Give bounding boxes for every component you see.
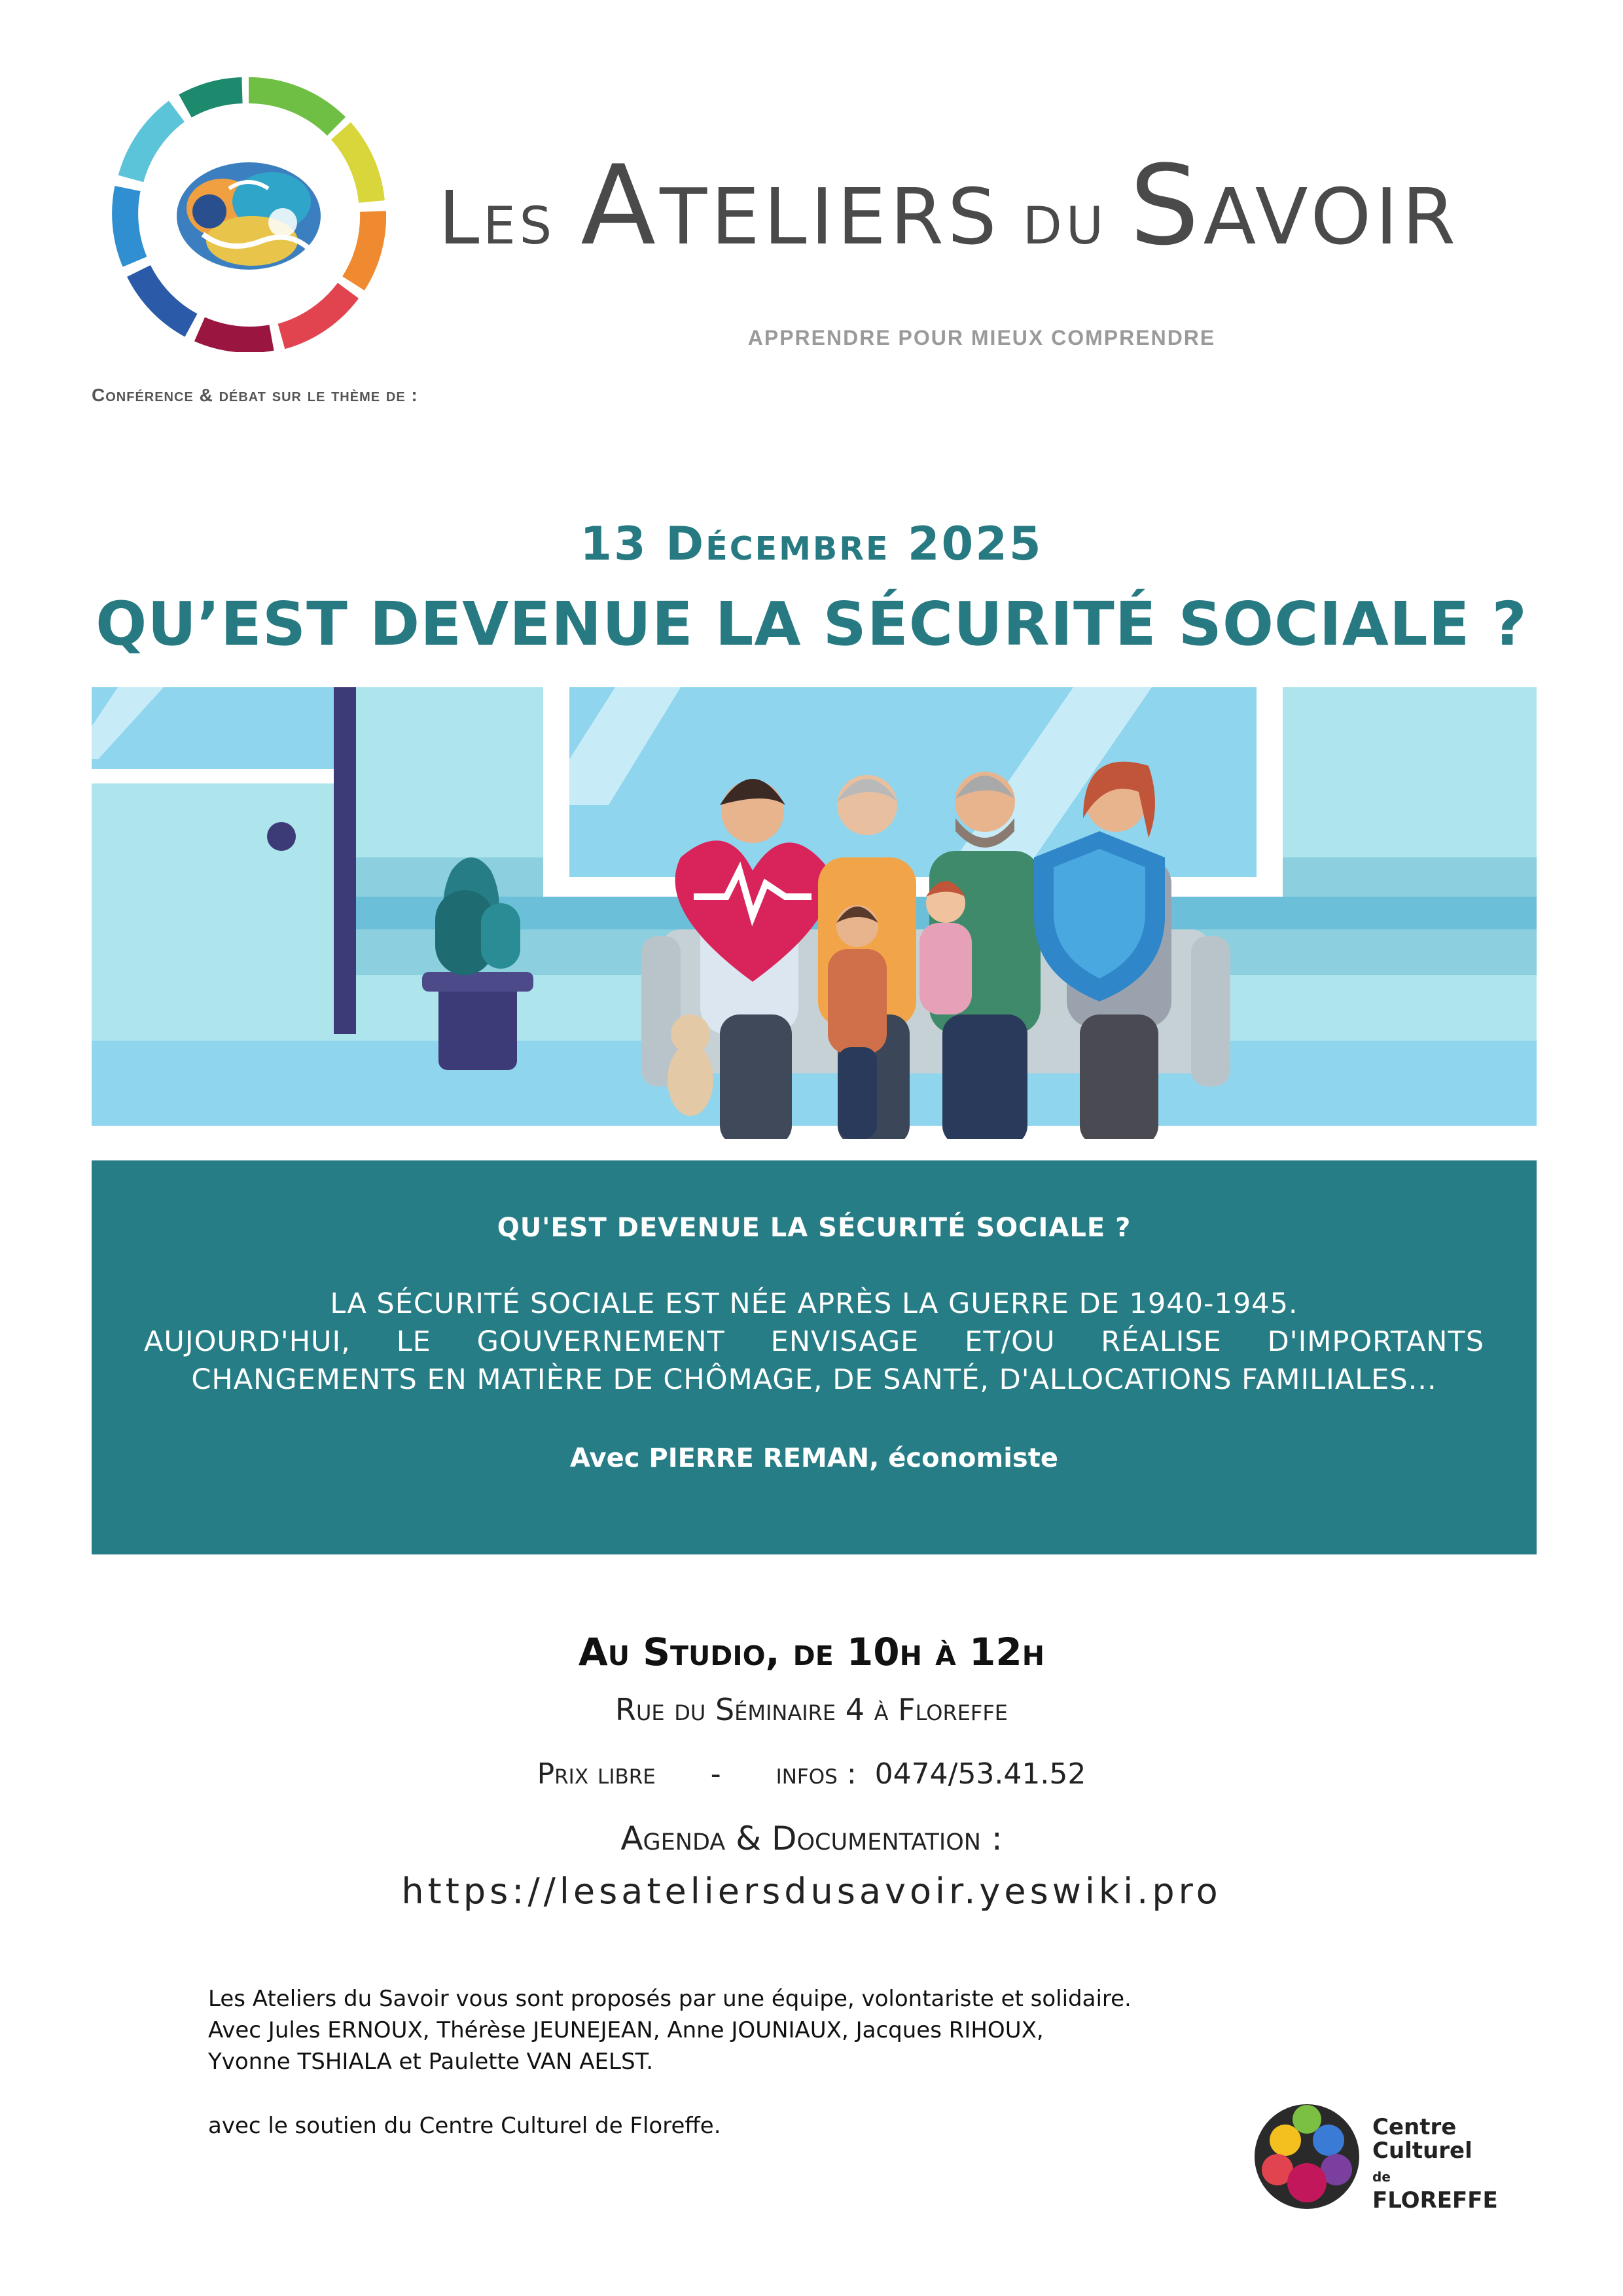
conference-intro: Conférence & débat sur le thème de :	[92, 385, 418, 405]
family-illustration	[92, 687, 1537, 1139]
cc-line-3-prefix: de	[1372, 2169, 1391, 2185]
centre-culturel-emblem	[1251, 2101, 1363, 2212]
agenda-label: Agenda & Documentation :	[620, 1820, 1003, 1857]
title-les: Les	[438, 176, 556, 261]
ateliers-logo	[111, 77, 386, 352]
support-note: avec le soutien du Centre Culturel de Floreffe.	[208, 2113, 721, 2139]
address: Rue du Séminaire 4 à Floreffe	[615, 1692, 1008, 1727]
description-box	[92, 1160, 1537, 1554]
team-credits	[208, 1983, 1386, 2077]
venue-time: Au Studio, de 10h à 12h	[578, 1630, 1045, 1674]
title-savoir: Savoir	[1129, 141, 1460, 270]
description-title: QU'EST DEVENUE LA SÉCURITÉ SOCIALE ?	[497, 1213, 1132, 1243]
description-line-3: CHANGEMENTS EN MATIÈRE DE CHÔMAGE, DE SANTÉ, D'ALLOCATIONS FAMILIALES...	[191, 1363, 1437, 1396]
description-line-2: AUJOURD'HUI, LE GOUVERNEMENT ENVISAGE ET/OU RÉALISE D'IMPORTANTS	[144, 1325, 1484, 1358]
website-url[interactable]: https://lesateliersdusavoir.yeswiki.pro	[401, 1871, 1222, 1912]
speaker: Avec PIERRE REMAN, économiste	[570, 1443, 1058, 1473]
event-headline: QU’EST DEVENUE LA SÉCURITÉ SOCIALE ?	[96, 589, 1527, 659]
cc-line-2: Culturel	[1372, 2138, 1472, 2164]
title-du: du	[1022, 176, 1107, 261]
description-line-1: LA SÉCURITÉ SOCIALE EST NÉE APRÈS LA GUERRE DE 1940-1945.	[330, 1287, 1298, 1320]
team-line-1: Les Ateliers du Savoir vous sont proposés par une équipe, volontariste et solidaire.	[208, 1986, 1132, 2012]
cc-line-1: Centre	[1372, 2114, 1457, 2140]
infos-label: infos :	[776, 1757, 857, 1791]
price-label: Prix libre	[537, 1757, 656, 1791]
event-series-title	[438, 141, 1551, 270]
tagline: APPRENDRE POUR MIEUX COMPRENDRE	[747, 326, 1216, 350]
description-body	[144, 1285, 1484, 1399]
team-line-2: Avec Jules ERNOUX, Thérèse JEUNEJEAN, Anne JOUNIAUX, Jacques RIHOUX,	[208, 2017, 1044, 2043]
price-infos	[0, 1757, 1623, 1791]
event-date: 13 Décembre 2025	[580, 517, 1043, 571]
phone-number: 0474/53.41.52	[874, 1757, 1086, 1791]
cc-line-3-name: FLOREFFE	[1372, 2187, 1498, 2214]
title-ateliers: Ateliers	[580, 141, 1001, 270]
team-line-3: Yvonne TSHIALA et Paulette VAN AELST.	[208, 2049, 654, 2075]
centre-culturel-logo	[1251, 2101, 1500, 2219]
separator: -	[710, 1757, 721, 1791]
